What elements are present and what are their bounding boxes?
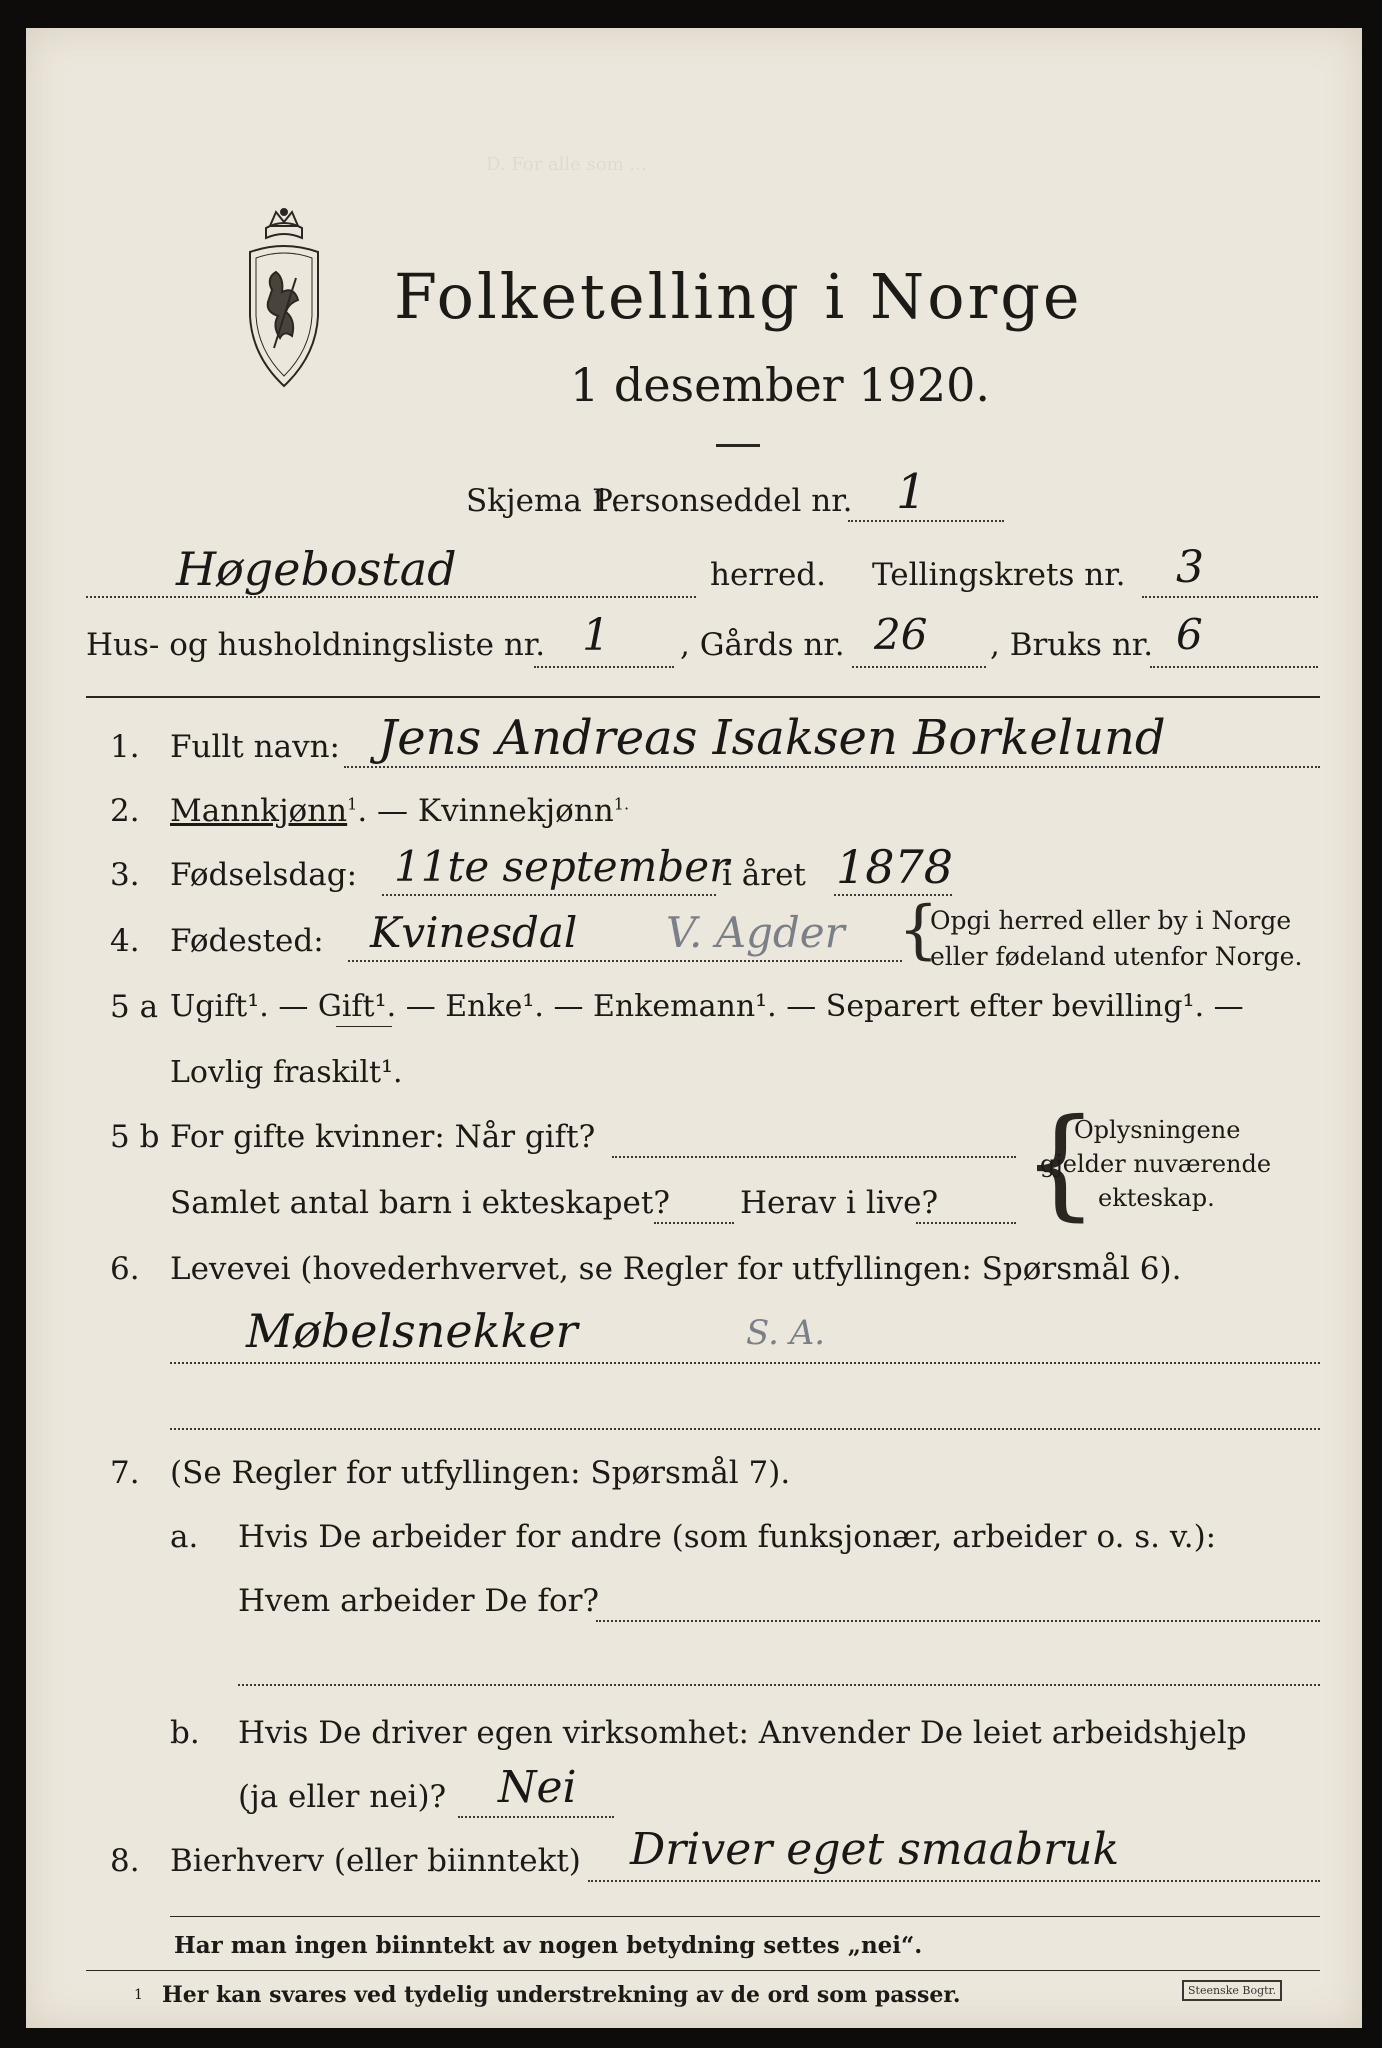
q6-mark: S. A. — [746, 1313, 826, 1353]
q2-number: 2. — [110, 793, 140, 829]
q5b-note-1: Oplysningene — [1074, 1116, 1241, 1144]
q5b-alive-line — [916, 1222, 1016, 1224]
q5b-herav: Herav i live? — [740, 1185, 939, 1221]
q5a-line-2: Lovlig fraskilt¹. — [170, 1055, 403, 1090]
hus-line — [534, 666, 674, 668]
gards-label: , Gårds nr. — [680, 627, 845, 663]
tellingskrets-value: 3 — [1176, 542, 1204, 593]
skjema-label: Skjema 1. — [466, 483, 622, 519]
footnote-divider — [86, 1970, 1320, 1971]
q5b-married-line — [612, 1156, 1016, 1158]
q1-label: Fullt navn: — [170, 729, 340, 765]
bruks-line — [1150, 666, 1318, 668]
q2-options — [170, 793, 630, 829]
footnote-text: Her kan svares ved tydelig understrekning av de ord som passer. — [162, 1982, 961, 2008]
form-date: 1 desember 1920. — [570, 358, 990, 412]
q7b-line-1: Hvis De driver egen virksomhet: Anvender De leiet arbeidshjelp — [238, 1715, 1247, 1751]
herred-label: herred. — [710, 557, 826, 593]
q4-label: Fødested: — [170, 923, 324, 959]
tellingskrets-label: Tellingskrets nr. — [872, 557, 1126, 593]
q7a-employer-line — [596, 1620, 1320, 1622]
q7a-employer-line-2 — [238, 1684, 1320, 1686]
q5a-gift-underline — [336, 1026, 392, 1027]
q8-label: Bierhverv (eller biinntekt) — [170, 1843, 581, 1879]
q8-line — [588, 1880, 1320, 1882]
gards-line — [852, 666, 986, 668]
section-divider — [86, 696, 1320, 698]
q1-number: 1. — [110, 729, 140, 765]
q6-value: Møbelsnekker — [246, 1304, 578, 1358]
q5b-brace: { — [1022, 1094, 1099, 1233]
q4-number: 4. — [110, 923, 140, 959]
q3-label: Fødselsdag: — [170, 857, 358, 893]
hus-value: 1 — [582, 610, 610, 661]
q1-value: Jens Andreas Isaksen Borkelund — [378, 710, 1166, 766]
footnote-mark: 1 — [134, 1987, 143, 2003]
q2-male-option: Mannkjønn — [170, 793, 348, 829]
q3-line — [382, 894, 716, 896]
q4-line — [348, 960, 902, 962]
q8-number: 8. — [110, 1843, 140, 1879]
herred-value: Høgebostad — [176, 542, 457, 596]
personseddel-label: Personseddel nr. — [592, 483, 853, 519]
coat-of-arms-icon — [236, 208, 332, 398]
q2-female-option: . — Kvinnekjønn — [357, 793, 614, 829]
title-divider — [716, 444, 760, 447]
q7b-letter: b. — [170, 1715, 200, 1751]
footer-divider — [170, 1916, 1320, 1917]
q7b-answer-line — [458, 1816, 614, 1818]
q7a-line-1: Hvis De arbeider for andre (som funksjonær, arbeider o. s. v.): — [238, 1519, 1217, 1555]
footer-note: Har man ingen biinntekt av nogen betydning settes „nei“. — [174, 1932, 923, 1959]
q7a-line-2: Hvem arbeider De for? — [238, 1583, 600, 1619]
q5b-number: 5 b — [110, 1119, 160, 1155]
q5b-children-line — [654, 1222, 734, 1224]
q6-label: Levevei (hovederhvervet, se Regler for utfyllingen: Spørsmål 6). — [170, 1251, 1182, 1287]
q7a-letter: a. — [170, 1519, 199, 1555]
bleed-through: D. For alle som ... — [486, 154, 647, 175]
q1-line — [344, 766, 1320, 768]
q2-male-footnote: 1 — [347, 794, 358, 814]
q5a-line-1: Ugift¹. — Gift¹. — Enke¹. — Enkemann¹. — Separert efter bevilling¹. — — [170, 989, 1244, 1024]
form-title: Folketelling i Norge — [394, 260, 1083, 333]
q7b-line-2: (ja eller nei)? — [238, 1779, 447, 1815]
census-form — [26, 28, 1362, 2028]
q8-value: Driver eget smaabruk — [630, 1824, 1120, 1875]
q3-year-value: 1878 — [836, 840, 954, 894]
q3-value: 11te september — [394, 842, 730, 891]
personseddel-value: 1 — [896, 464, 927, 520]
q3-number: 3. — [110, 857, 140, 893]
bruks-value: 6 — [1176, 610, 1203, 659]
q7b-value: Nei — [498, 1762, 577, 1813]
q4-note-1: Opgi herred eller by i Norge — [930, 906, 1292, 935]
q5b-line-1: For gifte kvinner: Når gift? — [170, 1119, 596, 1155]
q4-brace: { — [898, 893, 939, 967]
q4-note-2: eller fødeland utenfor Norge. — [930, 942, 1303, 971]
q5b-note-2: gjelder nuværende — [1040, 1150, 1272, 1178]
tellingskrets-line — [1142, 596, 1318, 598]
personseddel-line — [848, 520, 1004, 522]
q6-number: 6. — [110, 1251, 140, 1287]
q6-line-2 — [170, 1428, 1320, 1430]
q4-value: Kvinesdal — [370, 908, 578, 957]
q7-label: (Se Regler for utfyllingen: Spørsmål 7). — [170, 1455, 791, 1491]
q5b-note-3: ekteskap. — [1098, 1184, 1215, 1212]
q4-value-region: V. Agder — [666, 908, 845, 957]
hus-label: Hus- og husholdningsliste nr. — [86, 627, 546, 663]
printer-stamp: Steenske Bogtr. — [1182, 1980, 1282, 2001]
bruks-label: , Bruks nr. — [990, 627, 1154, 663]
gards-value: 26 — [874, 610, 928, 659]
q5a-number: 5 a — [110, 989, 159, 1025]
q6-line-1 — [170, 1362, 1320, 1364]
q3-year-label: i året — [722, 857, 806, 893]
herred-line — [86, 596, 696, 598]
q5b-line-2: Samlet antal barn i ekteskapet? — [170, 1185, 670, 1221]
q2-female-footnote: 1. — [613, 794, 630, 814]
q7-number: 7. — [110, 1455, 140, 1491]
